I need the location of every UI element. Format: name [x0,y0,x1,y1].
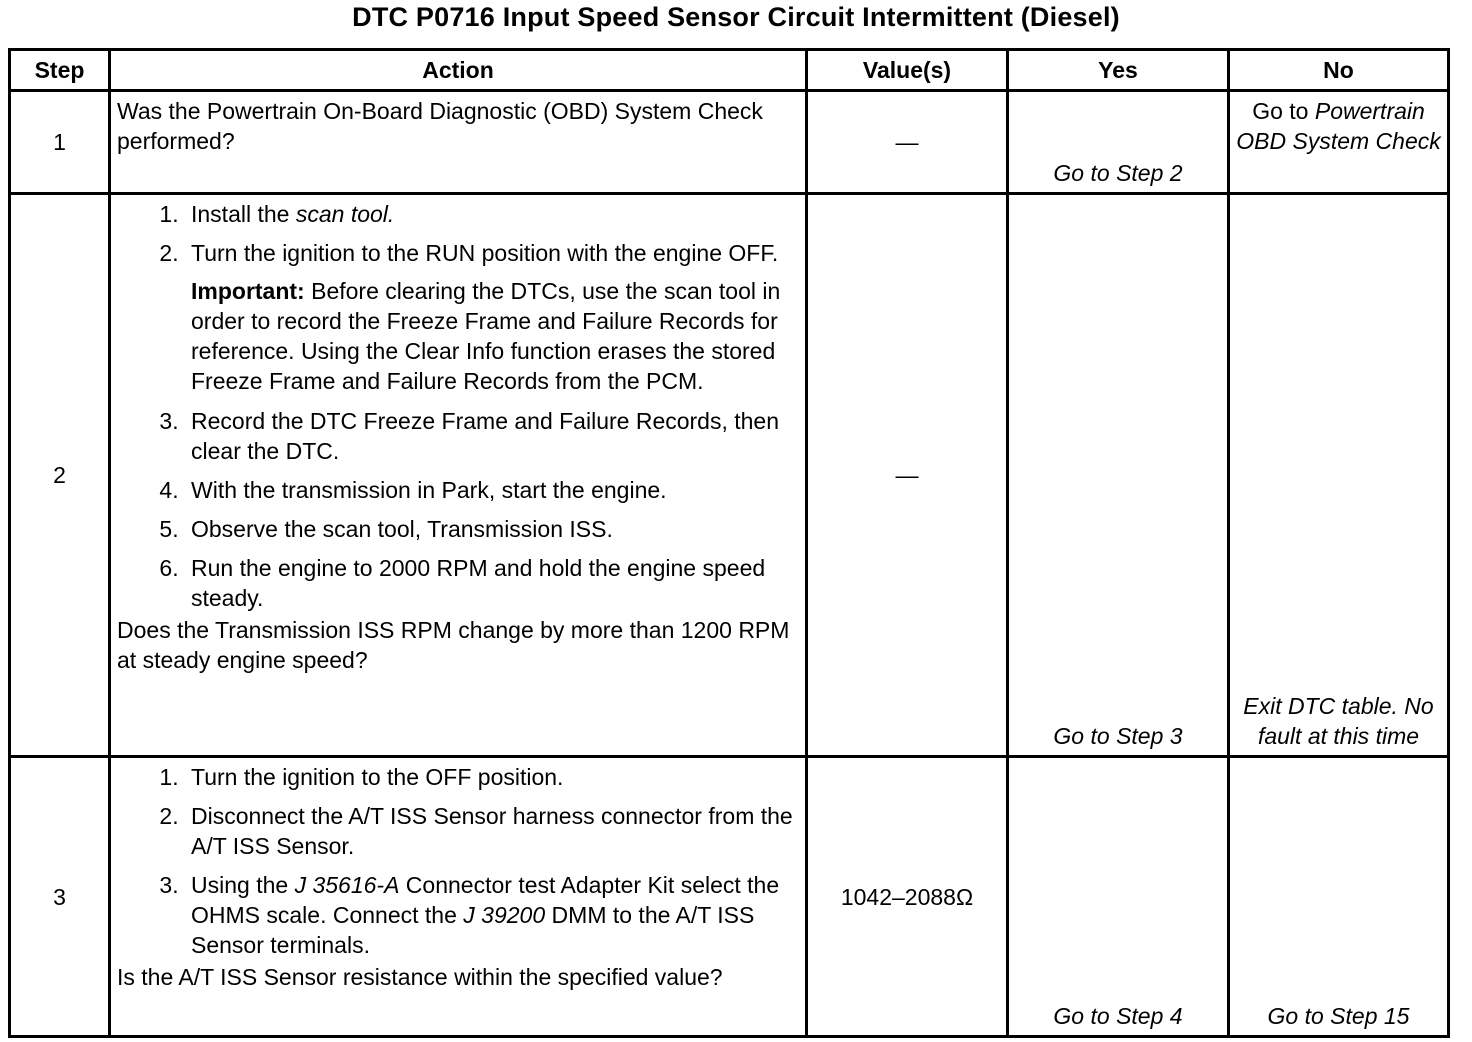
tool-number: J 35616-A [294,872,400,898]
action-step: 3. Record the DTC Freeze Frame and Failure Records, then clear the DTC. [185,406,799,466]
action-step: 2. Disconnect the A/T ISS Sensor harness connector from the A/T ISS Sensor. [185,801,799,861]
header-no: No [1229,50,1449,91]
header-step: Step [10,50,110,91]
action-step: 1. Install the scan tool. [185,199,799,229]
page-title: DTC P0716 Input Speed Sensor Circuit Intermittent (Diesel) [352,2,1120,32]
step-number: 1 [10,91,110,194]
no-link-text: Powertrain OBD System Check [1236,98,1441,154]
value-cell: 1042–2088Ω [807,757,1008,1037]
no-cell [1229,91,1449,194]
important-note [185,276,799,396]
table-row-step-1 [10,91,1449,194]
yes-cell: Go to Step 2 [1008,91,1229,194]
action-question: Does the Transmission ISS RPM change by more than 1200 RPM at steady engine speed? [117,617,790,673]
table-row-step-2 [10,194,1449,757]
action-step: 1. Turn the ignition to the OFF position. [185,762,799,792]
action-question: Was the Powertrain On-Board Diagnostic (OBD) System Check performed? [117,98,763,154]
tool-number: J 39200 [463,902,546,928]
action-steps-list [117,199,799,268]
step-number: 3 [10,757,110,1037]
action-cell [110,757,807,1037]
step-number: 2 [10,194,110,757]
important-text: Before clearing the DTCs, use the scan tool in order to record the Freeze Frame and Failure Records for reference. Using the Clear Info function erases the stored Freeze Frame and Failure Records from the PCM. [191,278,781,394]
action-step: 3. Using the J 35616-A Connector test Adapter Kit select the OHMS scale. Connect the J 39200 DMM to the A/T ISS Sensor terminals. [185,870,799,960]
important-label: Important: [191,278,305,304]
action-steps-list [117,406,799,613]
action-step: 6. Run the engine to 2000 RPM and hold the engine speed steady. [185,553,799,613]
action-cell [110,194,807,757]
dtc-table [8,48,1450,1038]
action-cell [110,91,807,194]
yes-cell: Go to Step 4 [1008,757,1229,1037]
value-cell: — [807,91,1008,194]
action-step: 4. With the transmission in Park, start the engine. [185,475,799,505]
no-cell: Go to Step 15 [1229,757,1449,1037]
table-header-row [10,50,1449,91]
action-steps-list [117,762,799,960]
table-row-step-3 [10,757,1449,1037]
header-values: Value(s) [807,50,1008,91]
no-prefix: Go to [1252,98,1315,124]
action-question: Is the A/T ISS Sensor resistance within the specified value? [117,964,723,990]
yes-cell: Go to Step 3 [1008,194,1229,757]
header-action: Action [110,50,807,91]
action-step: 5. Observe the scan tool, Transmission ISS. [185,514,799,544]
action-step: 2. Turn the ignition to the RUN position with the engine OFF. [185,238,799,268]
value-cell: — [807,194,1008,757]
no-cell: Exit DTC table. No fault at this time [1229,194,1449,757]
header-yes: Yes [1008,50,1229,91]
